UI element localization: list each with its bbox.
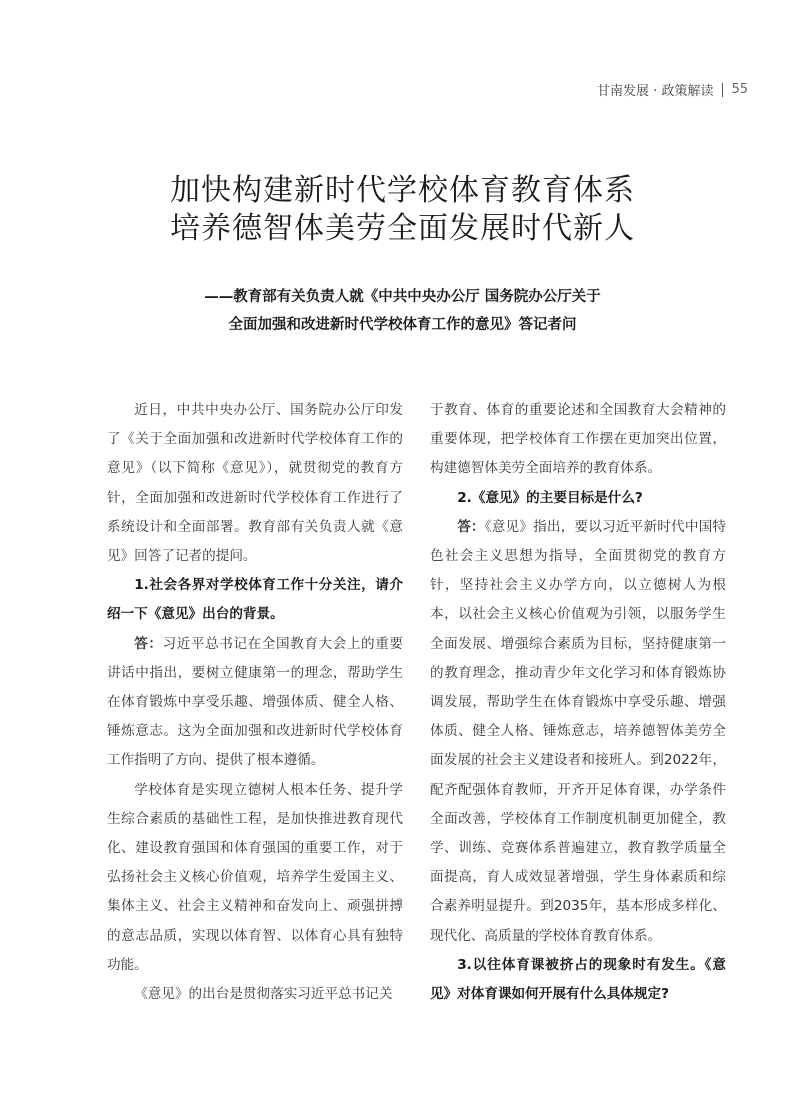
intro-paragraph: 近日，中共中央办公厅、国务院办公厅印发了《关于全面加强和改进新时代学校体育工作的意见》（以下简称《意见》），就贯彻党的教育方针，全面加强和改进新时代学校体育工作进行了系统设计和全面部署。教育部有关负责人就《意见》回答了记者的提问。 [107, 402, 403, 565]
answer-1-text: 习近平总书记在全国教育大会上的重要讲话中指出，要树立健康第一的理念，帮助学生在体育锻炼中享受乐趣、增强体质、健全人格、锤炼意志。这为全面加强和改进新时代学校体育工作指明了方向、提供了根本遵循。 [107, 635, 404, 769]
subtitle-line-1: ——教育部有关负责人就《中共中央办公厅 国务院办公厅关于 [204, 289, 601, 305]
page-number: 55 [731, 82, 748, 97]
answer-1 [107, 630, 403, 776]
right-column [430, 396, 726, 1009]
continued-paragraph: 于教育、体育的重要论述和全国教育大会精神的重要体现，把学校体育工作摆在更加突出位置，构建德智体美劳全面培养的教育体系。 [430, 402, 726, 477]
body-paragraph-continued: 《意见》的出台是贯彻落实习近平总书记关 [134, 986, 393, 1003]
question-3: 3.以往体育课被挤占的现象时有发生。《意见》对体育课如何开展有什么具体规定? [430, 956, 726, 1003]
question-1: 1.社会各界对学校体育工作十分关注，请介绍一下《意见》出台的背景。 [107, 577, 403, 623]
body-paragraph: 学校体育是实现立德树人根本任务、提升学生综合素质的基础性工程，是加快推进教育现代化、建设教育强国和体育强国的重要工作，对于弘扬社会主义核心价值观，培养学生爱国主义、集体主义、社会主义精神和奋发向上、顽强拼搏的意志品质，实现以体育智、以体育心具有独特功能。 [107, 781, 403, 973]
title-line-1: 加快构建新时代学校体育教育体系 [170, 173, 635, 208]
article-title [0, 172, 805, 248]
left-column [107, 396, 403, 1009]
header-section: 甘南发展 · 政策解读 [597, 84, 714, 99]
answer-label: 答： [134, 635, 163, 652]
running-header [597, 80, 748, 99]
subtitle-line-2: 全面加强和改进新时代学校体育工作的意见》答记者问 [228, 317, 577, 333]
answer-2-text: 《意见》指出，要以习近平新时代中国特色社会主义思想为指导，全面贯彻党的教育方针，坚持社会主义办学方向，以立德树人为根本，以社会主义核心价值观为引领，以服务学生全面发展、增强综合素质为目标，坚持健康第一的教育理念，推动青少年文化学习和体育锻炼协调发展，帮助学生在体育锻炼中享受乐趣、增强体质、健全人格、锤炼意志，培养德智体美劳全面发展的社会主义建设者和接班人。到2022年，配齐配强体育教师，开齐开足体育课，办学条件全面改善，学校体育工作制度机制更加健全，教学、训练、竞赛体系普遍建立，教育教学质量全面提高，育人成效显著增强，学生身体素质和综合素养明显提升。到2035年，基本形成多样化、现代化、高质量的学校体育教育体系。 [430, 518, 727, 944]
answer-2 [430, 513, 726, 951]
question-2: 2.《意见》的主要目标是什么? [457, 489, 643, 506]
header-divider [722, 83, 723, 97]
article-subtitle [0, 283, 805, 339]
title-line-2: 培养德智体美劳全面发展时代新人 [170, 211, 635, 246]
answer-label: 答： [457, 518, 485, 535]
